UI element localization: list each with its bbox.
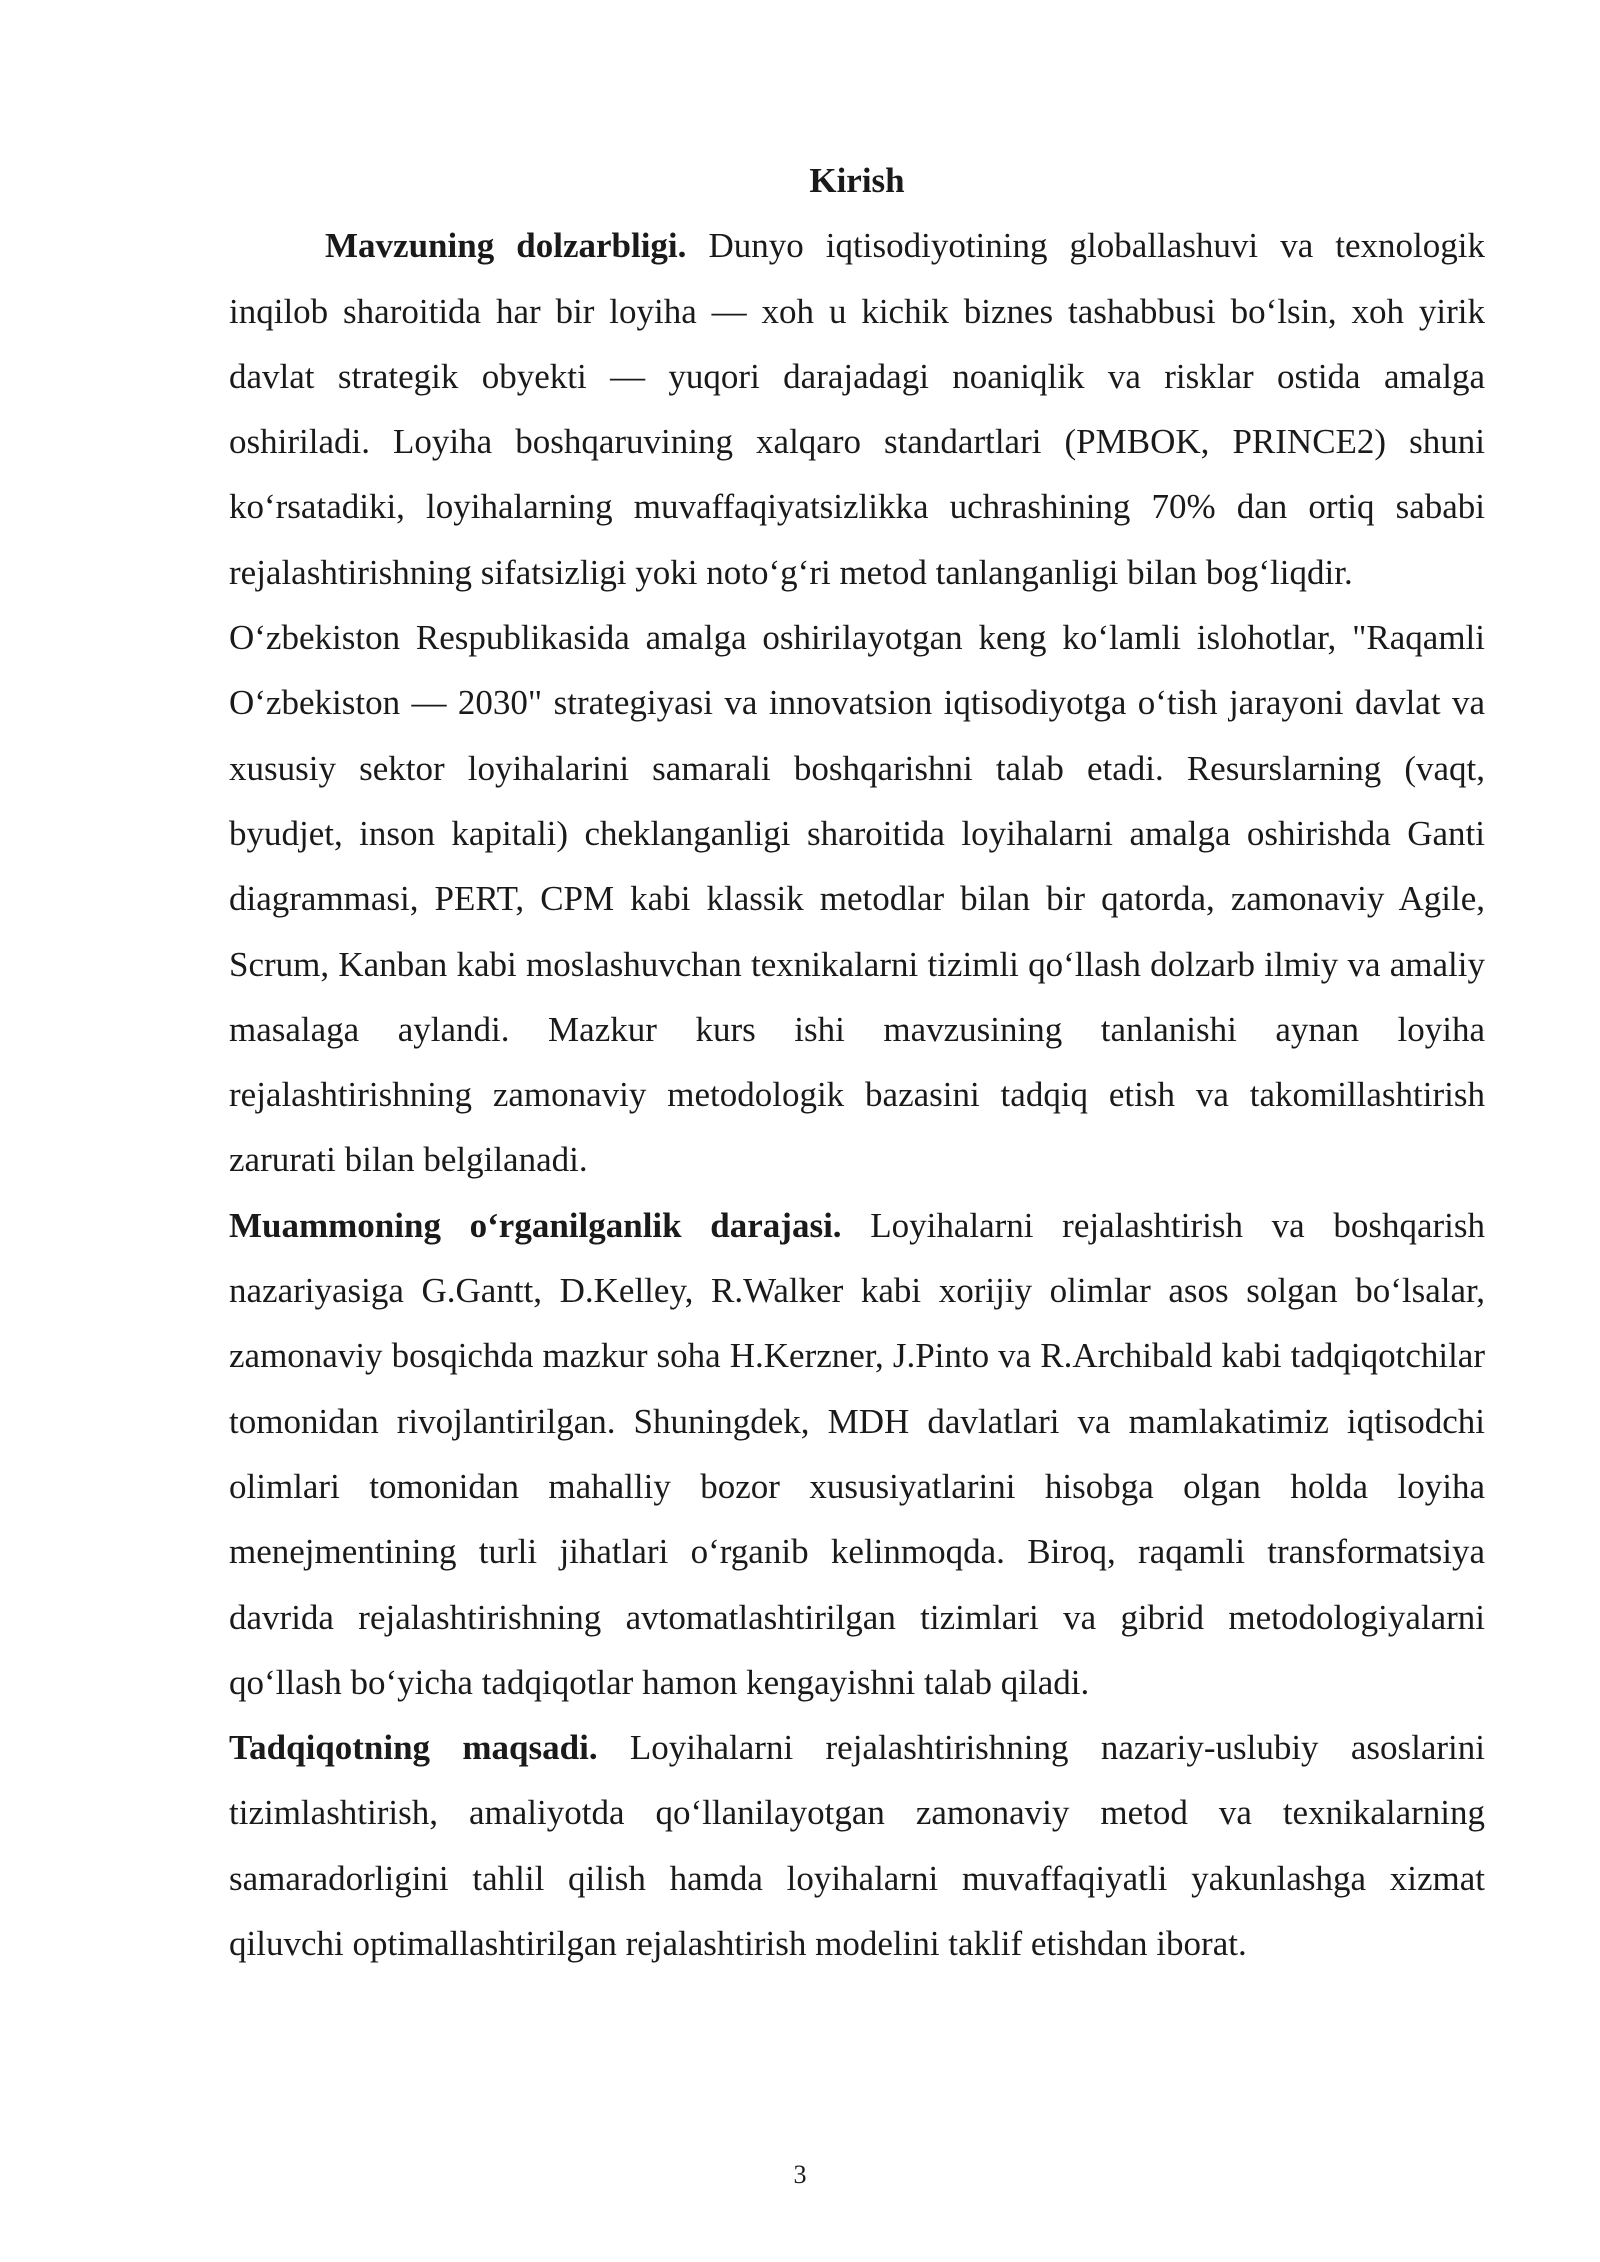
paragraph-uzbekistan	[229, 605, 1485, 1193]
paragraph-text: Loyihalarni rejalashtirishning nazariy-uslubiy asoslarini tizimlashtirish, amaliyotda qoʻllanilayotgan zamonaviy metod va texnikalarning samaradorligini tahlil qilish hamda loyihalarni muvaffaqiyatli yakunlashga xizmat qiluvchi optimallashtirilgan rejalashtirish modelini taklif etishdan iborat.	[229, 1728, 1486, 1964]
paragraph-relevance	[229, 213, 1485, 605]
paragraph-study-level	[229, 1193, 1485, 1715]
section-heading: Kirish	[809, 161, 905, 200]
paragraph-lead: Tadqiqotning maqsadi.	[229, 1728, 598, 1768]
paragraph-lead: Muammoning oʻrganilganlik darajasi.	[229, 1205, 842, 1245]
paragraph-text: Dunyo iqtisodiyotining globallashuvi va texnologik inqilob sharoitida har bir loyiha — xoh u kichik biznes tashabbusi boʻlsin, xoh yirik davlat strategik obyekti — yuqori darajadagi noaniqlik va risklar ostida amalga oshiriladi. Loyiha boshqaruvining xalqaro standartlari (PMBOK, PRINCE2) shuni koʻrsatadiki, loyihalarning muvaffaqiyatsizlikka uchrashining 70% dan ortiq sababi rejalashtirishning sifatsizligi yoki notoʻgʻri metod tanlanganligi bilan bogʻliqdir.	[229, 226, 1486, 592]
paragraph-text: Oʻzbekiston Respublikasida amalga oshirilayotgan keng koʻlamli islohotlar, "Raqamli Oʻzbekiston — 2030" strategiyasi va innovatsion iqtisodiyotga oʻtish jarayoni davlat va xususiy sektor loyihalarini samarali boshqarishni talab etadi. Resurslarning (vaqt, byudjet, inson kapitali) cheklanganligi sharoitida loyihalarni amalga oshirishda Ganti diagrammasi, PERT, CPM kabi klassik metodlar bilan bir qatorda, zamonaviy Agile, Scrum, Kanban kabi moslashuvchan texnikalarni tizimli qoʻllash dolzarb ilmiy va amaliy masalaga aylandi. Mazkur kurs ishi mavzusining tanlanishi aynan loyiha rejalashtirishning zamonaviy metodologik bazasini tadqiq etish va takomillashtirish zarurati bilan belgilanadi.	[229, 618, 1485, 1180]
paragraph-lead: Mavzuning dolzarbligi.	[325, 226, 687, 266]
page-content	[229, 148, 1485, 1976]
paragraph-research-goal	[229, 1715, 1485, 1976]
page-number: 3	[793, 2160, 807, 2189]
paragraph-text: Loyihalarni rejalashtirish va boshqarish nazariyasiga G.Gantt, D.Kelley, R.Walker kabi xorijiy olimlar asos solgan boʻlsalar, zamonaviy bosqichda mazkur soha H.Kerzner, J.Pinto va R.Archibald kabi tadqiqotchilar tomonidan rivojlantirilgan. Shuningdek, MDH davlatlari va mamlakatimiz iqtisodchi olimlari tomonidan mahalliy bozor xususiyatlarini hisobga olgan holda loyiha menejmentining turli jihatlari oʻrganib kelinmoqda. Biroq, raqamli transformatsiya davrida rejalashtirishning avtomatlashtirilgan tizimlari va gibrid metodologiyalarni qoʻllash boʻyicha tadqiqotlar hamon kengayishni talab qiladi.	[229, 1205, 1486, 1702]
